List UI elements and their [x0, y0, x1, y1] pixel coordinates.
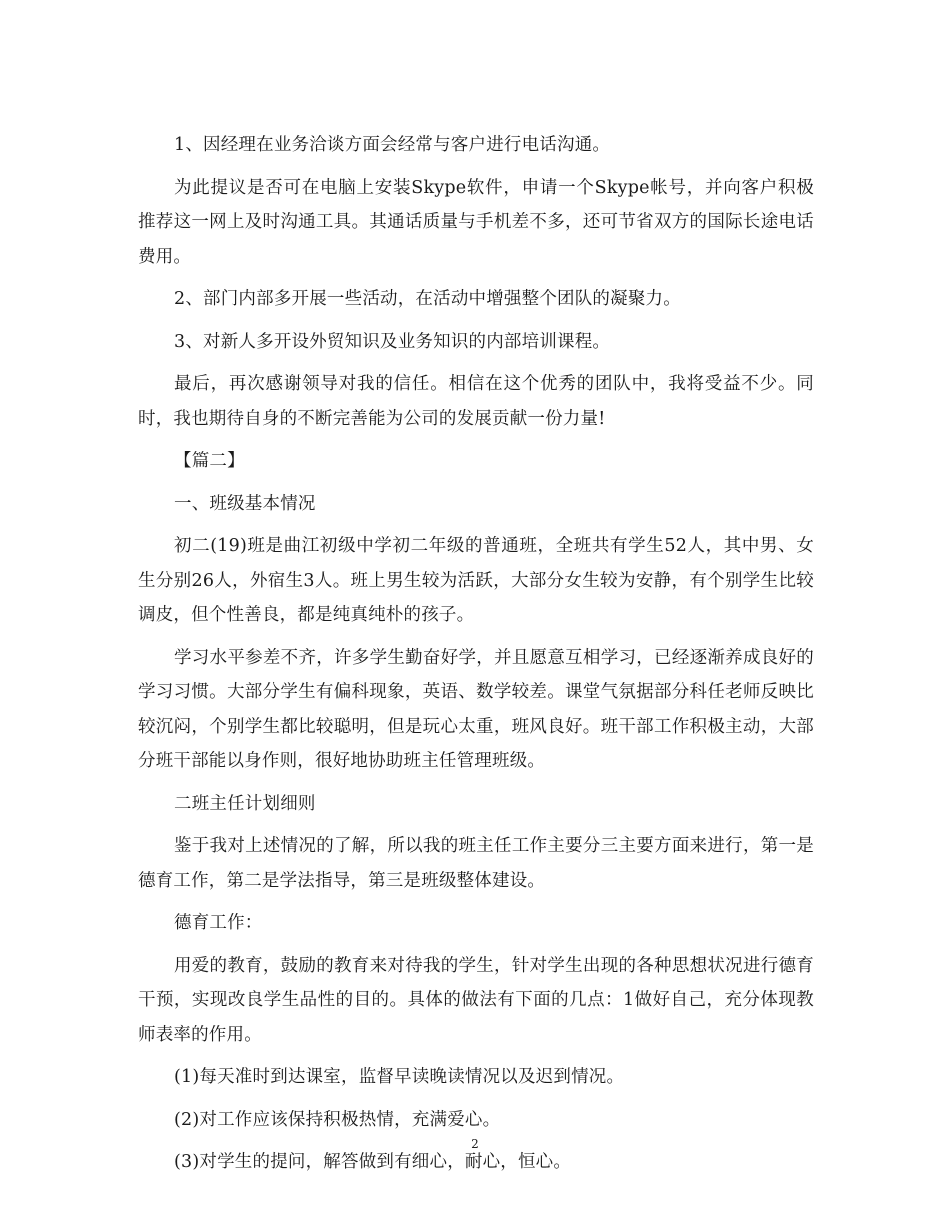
subsection-heading: 德育工作： — [174, 913, 263, 933]
paragraph: 学习水平参差不齐，许多学生勤奋好学，并且愿意互相学习，已经逐渐养成良好的学习习惯。大部分学生有偏科现象，英语、数学较差。课堂气氛据部分科任老师反映比较沉闷，个别学生都比较聪明，但是玩心太重，班风良好。班干部工作积极主动，大部分班干部能以身作则，很好地协助班主任管理班级。 — [138, 647, 814, 771]
subsection-heading: 一、班级基本情况 — [174, 493, 316, 514]
paragraph: 1、因经理在业务洽谈方面会经常与客户进行电话沟通。 — [174, 135, 611, 155]
paragraph: 为此提议是否可在电脑上安装Skype软件，申请一个Skype帐号，并向客户积极推荐这一网上及时沟通工具。其通话质量与手机差不多，还可节省双方的国际长途电话费用。 — [138, 177, 814, 267]
paragraph: 2、部门内部多开展一些活动，在活动中增强整个团队的凝聚力。 — [174, 289, 681, 309]
page-number: 2 — [471, 1137, 479, 1151]
list-item: (3)对学生的提问，解答做到有细心，耐心，恒心。 — [174, 1152, 572, 1172]
paragraph: 3、对新人多开设外贸知识及业务知识的内部培训课程。 — [174, 331, 611, 352]
subsection-heading: 二班主任计划细则 — [174, 793, 316, 814]
section-heading: 【篇二】 — [174, 451, 245, 471]
paragraph: 鉴于我对上述情况的了解，所以我的班主任工作主要分三主要方面来进行，第一是德育工作，第二是学法指导，第三是班级整体建设。 — [138, 836, 814, 891]
paragraph: 初二(19)班是曲江初级中学初二年级的普通班，全班共有学生52人，其中男、女生分别26人，外宿生3人。班上男生较为活跃，大部分女生较为安静，有个别学生比较调皮，但个性善良，都是纯真纯朴的孩子。 — [138, 536, 814, 625]
list-item: (2)对工作应该保持积极热情，充满爱心。 — [174, 1109, 501, 1130]
paragraph: 用爱的教育，鼓励的教育来对待我的学生，针对学生出现的各种思想状况进行德育干预，实现改良学生品性的目的。具体的做法有下面的几点：1做好自己，充分体现教师表率的作用。 — [138, 955, 814, 1045]
list-item: (1)每天准时到达课室，监督早读晚读情况以及迟到情况。 — [174, 1067, 625, 1087]
paragraph: 最后，再次感谢领导对我的信任。相信在这个优秀的团队中，我将受益不少。同时，我也期待自身的不断完善能为公司的发展贡献一份力量! — [138, 374, 814, 429]
document-body — [138, 128, 814, 1188]
